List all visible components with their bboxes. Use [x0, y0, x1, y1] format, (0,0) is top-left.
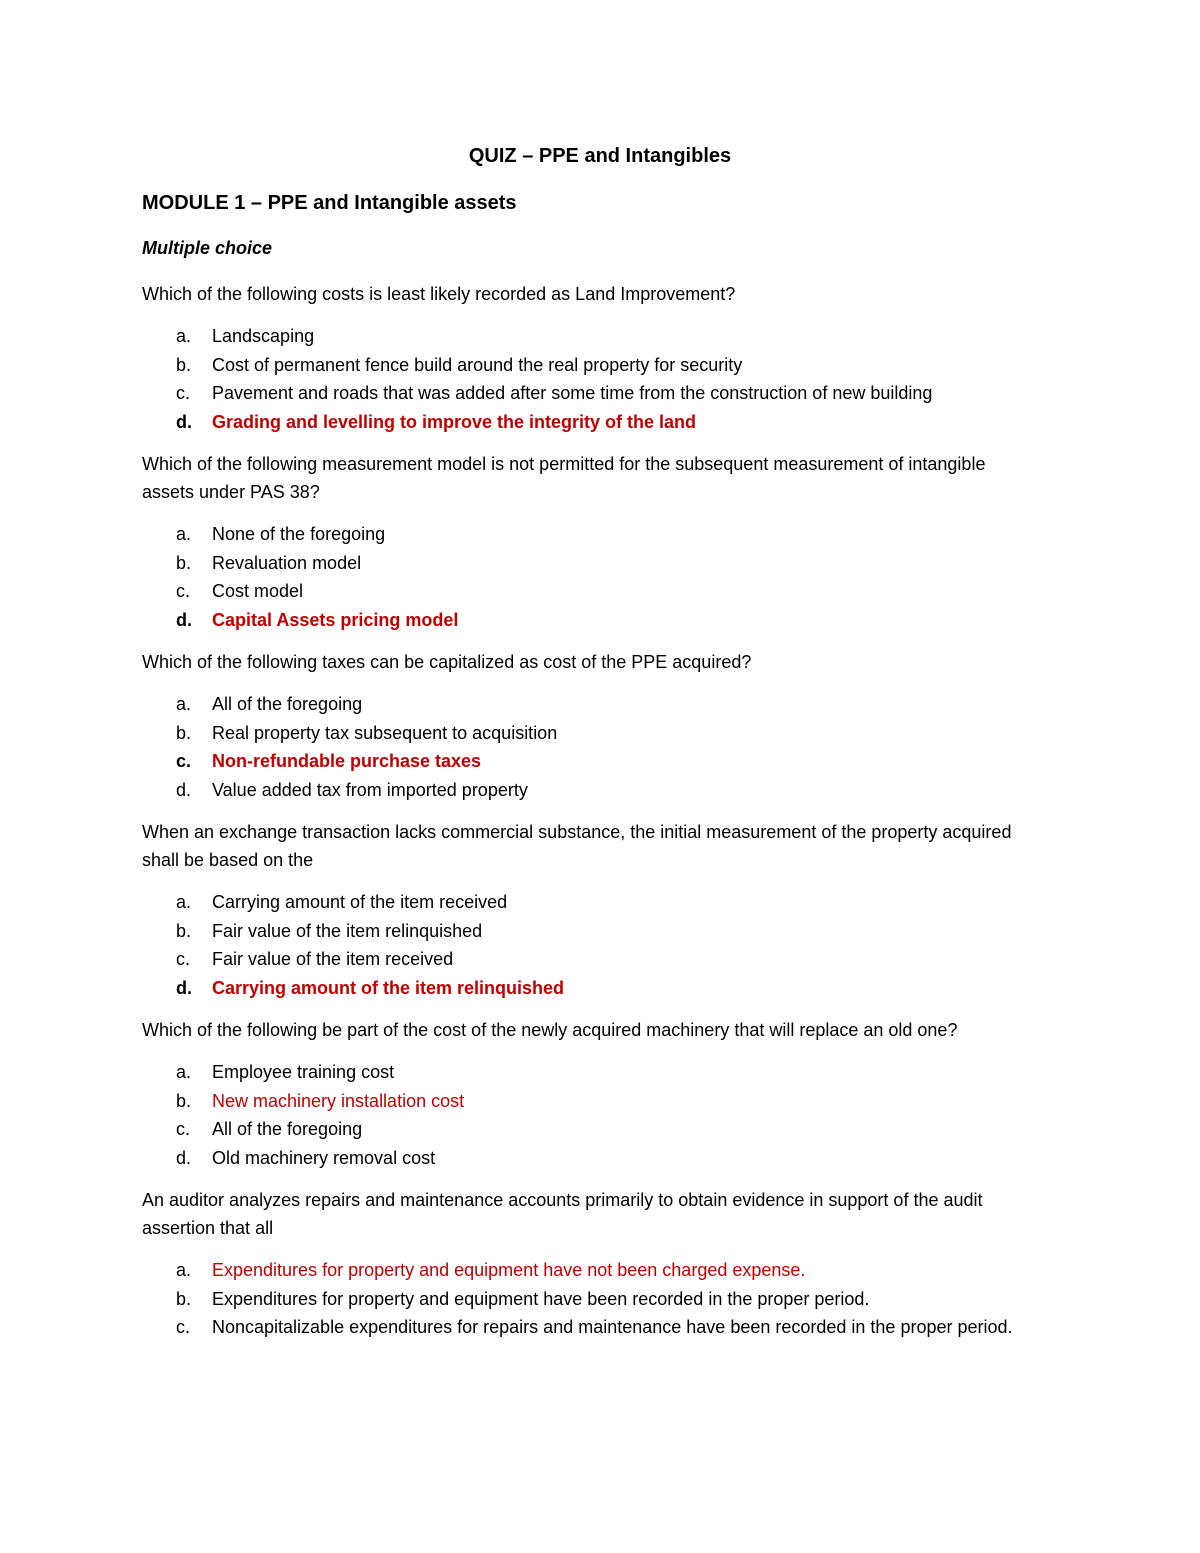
option-b	[142, 1285, 1042, 1314]
option-letter: c.	[176, 1119, 191, 1139]
question-stem: Which of the following be part of the cost of the newly acquired machinery that will replace an old one?	[142, 1020, 958, 1040]
option-letter: b.	[176, 722, 192, 743]
option-text: Noncapitalizable expenditures for repairs and maintenance have been recorded in the proper period.	[212, 1317, 1013, 1337]
option-c-correct-answer	[142, 747, 1042, 776]
option-text: Expenditures for property and equipment have been recorded in the proper period.	[212, 1288, 870, 1309]
option-b	[142, 917, 1042, 946]
option-list	[142, 690, 1042, 804]
option-text: Value added tax from imported property	[212, 779, 528, 800]
option-b	[142, 351, 1042, 380]
option-letter: a.	[176, 694, 192, 714]
option-letter: a.	[176, 326, 192, 346]
option-text: All of the foregoing	[212, 1119, 363, 1139]
option-letter: d.	[176, 609, 192, 630]
question-stem: Which of the following taxes can be capitalized as cost of the PPE acquired?	[142, 652, 752, 672]
option-a	[142, 520, 1042, 549]
option-letter: b.	[176, 920, 192, 941]
question-stem: When an exchange transaction lacks commercial substance, the initial measurement of the property acquired shall be based on the	[142, 822, 1012, 870]
option-letter: b.	[176, 354, 192, 375]
option-letter: b.	[176, 1288, 192, 1309]
option-letter: a.	[176, 892, 192, 912]
option-b-correct-answer	[142, 1087, 1042, 1116]
option-d	[142, 776, 1042, 805]
option-letter: d.	[176, 411, 192, 432]
option-letter: a.	[176, 1260, 192, 1280]
option-text: All of the foregoing	[212, 694, 363, 714]
option-a-correct-answer	[142, 1256, 1042, 1285]
option-letter: b.	[176, 552, 192, 573]
option-text: Landscaping	[212, 326, 315, 346]
question-1	[142, 280, 1042, 436]
option-text: Carrying amount of the item relinquished	[212, 977, 565, 998]
option-text: None of the foregoing	[212, 524, 386, 544]
question-4	[142, 818, 1042, 1002]
option-c	[142, 379, 1042, 408]
question-2	[142, 450, 1042, 634]
option-text: Carrying amount of the item received	[212, 892, 508, 912]
option-letter: a.	[176, 524, 192, 544]
option-c	[142, 1115, 1042, 1144]
option-c	[142, 945, 1042, 974]
option-list	[142, 1058, 1042, 1172]
option-a	[142, 690, 1042, 719]
option-a	[142, 888, 1042, 917]
question-stem: Which of the following costs is least likely recorded as Land Improvement?	[142, 284, 736, 304]
option-letter: b.	[176, 1090, 192, 1111]
option-text: Grading and levelling to improve the integrity of the land	[212, 411, 697, 432]
option-c	[142, 1313, 1042, 1342]
option-text: Expenditures for property and equipment have not been charged expense.	[212, 1260, 806, 1280]
option-text: Revaluation model	[212, 552, 362, 573]
option-text: New machinery installation cost	[212, 1090, 465, 1111]
option-text: Old machinery removal cost	[212, 1147, 436, 1168]
option-letter: c.	[176, 949, 191, 969]
option-list	[142, 520, 1042, 634]
option-d-correct-answer	[142, 974, 1042, 1003]
option-letter: d.	[176, 977, 192, 998]
section-label: Multiple choice	[142, 238, 273, 258]
option-letter: c.	[176, 383, 191, 403]
option-d	[142, 1144, 1042, 1173]
option-text: Cost of permanent fence build around the real property for security	[212, 354, 743, 375]
option-d-correct-answer	[142, 408, 1042, 437]
option-text: Real property tax subsequent to acquisition	[212, 722, 558, 743]
question-5	[142, 1016, 1042, 1172]
option-list	[142, 1256, 1042, 1342]
option-list	[142, 322, 1042, 436]
option-letter: c.	[176, 1317, 191, 1337]
option-list	[142, 888, 1042, 1002]
option-c	[142, 577, 1042, 606]
option-letter: c.	[176, 581, 191, 601]
option-b	[142, 719, 1042, 748]
option-d-correct-answer	[142, 606, 1042, 635]
option-text: Pavement and roads that was added after some time from the construction of new building	[212, 383, 933, 403]
module-heading: MODULE 1 – PPE and Intangible assets	[142, 192, 517, 214]
option-a	[142, 1058, 1042, 1087]
option-a	[142, 322, 1042, 351]
option-letter: a.	[176, 1062, 192, 1082]
option-text: Employee training cost	[212, 1062, 395, 1082]
option-text: Cost model	[212, 581, 304, 601]
option-letter: d.	[176, 779, 192, 800]
option-text: Fair value of the item relinquished	[212, 920, 483, 941]
question-6	[142, 1186, 1042, 1342]
option-text: Non-refundable purchase taxes	[212, 751, 482, 771]
page-title: QUIZ – PPE and Intangibles	[468, 145, 732, 167]
question-stem: An auditor analyzes repairs and maintenance accounts primarily to obtain evidence in support of the audit assertion that all	[142, 1190, 983, 1238]
option-text: Fair value of the item received	[212, 949, 454, 969]
question-3	[142, 648, 1042, 804]
question-stem: Which of the following measurement model is not permitted for the subsequent measurement of intangible assets under PAS 38?	[142, 454, 986, 502]
option-text: Capital Assets pricing model	[212, 609, 459, 630]
option-letter: d.	[176, 1147, 192, 1168]
question-list	[142, 280, 1042, 1356]
option-letter: c.	[176, 751, 192, 771]
option-b	[142, 549, 1042, 578]
